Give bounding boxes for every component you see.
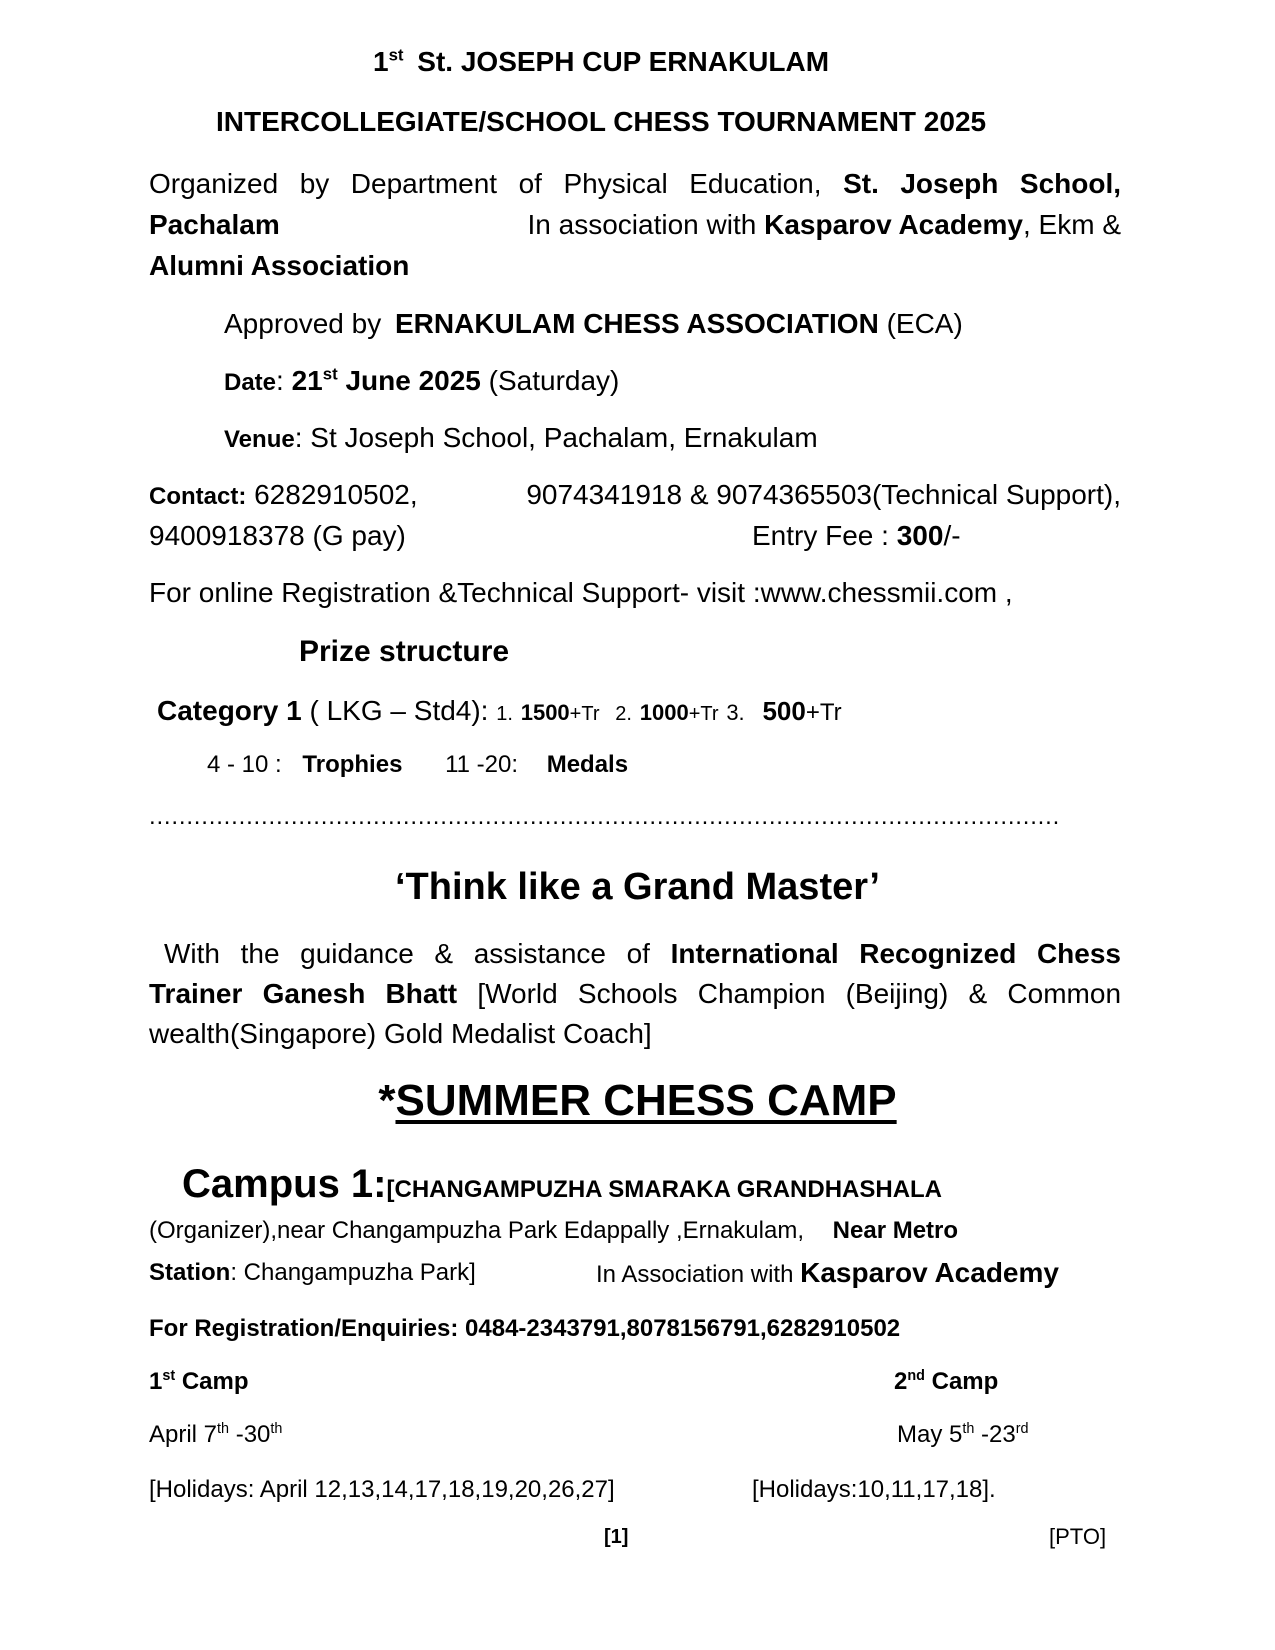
prize-1-num: 1. (496, 703, 513, 725)
camp-assoc-prefix: In Association with (596, 1261, 794, 1288)
first-camp-num: 1 (149, 1368, 163, 1395)
date-line (224, 364, 619, 400)
second-camp-label (894, 1365, 998, 1399)
second-camp-dates (897, 1418, 1029, 1452)
venue-label: Venue (224, 426, 295, 453)
prize-1-amount: 1500 (520, 700, 570, 725)
entry-fee-suffix: /- (943, 520, 961, 551)
prize-1-trophy: +Tr (569, 703, 600, 725)
pto-label: [PTO] (1049, 1524, 1107, 1549)
venue-value: : St Joseph School, Pachalam, Ernakulam (294, 422, 818, 453)
prize-3-trophy: +Tr (805, 699, 842, 726)
guidance-trainer-name: Trainer Ganesh Bhatt (149, 978, 458, 1009)
date-sep: : (276, 365, 284, 396)
guidance-line3: wealth(Singapore) Gold Medalist Coach] (149, 1018, 652, 1049)
date-month-year: June 2025 (345, 365, 481, 396)
organizer-assoc-suffix: , Ekm & (1022, 209, 1121, 240)
venue-line (224, 421, 818, 457)
organizer-school: St. Joseph School, (843, 168, 1122, 199)
title-cup-name: St. JOSEPH CUP ERNAKULAM (417, 46, 830, 77)
first-camp-end: -30 (235, 1421, 271, 1448)
entry-fee-value: 300 (896, 520, 944, 551)
entry-fee (752, 519, 961, 553)
motto: ‘Think like a Grand Master’ (394, 866, 880, 908)
prize-heading: Prize structure (299, 635, 510, 668)
contact-phone-2-3: 9074341918 & 9074365503(Technical Support), (526, 479, 1121, 510)
second-camp-sup: nd (907, 1368, 925, 1384)
first-camp-text: Camp (181, 1368, 249, 1395)
camp-assoc-name: Kasparov Academy (800, 1257, 1059, 1288)
approval-prefix: Approved by (224, 308, 382, 339)
campus-line (182, 1162, 942, 1212)
guidance-credentials: [World Schools Champion (Beijing) & Common (477, 978, 1122, 1009)
campus-address (149, 1214, 958, 1248)
rank-award-1: Trophies (302, 751, 403, 778)
campus-station-line (149, 1256, 1121, 1290)
prize-2-num: 2. (615, 703, 632, 725)
tournament-title-line2: INTERCOLLEGIATE/SCHOOL CHESS TOURNAMENT 2025 (216, 106, 987, 137)
approval-line (224, 307, 963, 341)
camp-association (596, 1256, 1059, 1292)
camp-heading-star: * (378, 1076, 396, 1125)
first-camp-dates (149, 1418, 282, 1452)
second-camp-num: 2 (894, 1368, 908, 1395)
entry-fee-label: Entry Fee : (752, 520, 889, 551)
second-camp-start: May 5 (897, 1421, 963, 1448)
prize-3-amount: 500 (762, 696, 806, 726)
second-camp-text: Camp (931, 1368, 999, 1395)
prize-2-amount: 1000 (639, 700, 689, 725)
contact-phone-1: 6282910502, (254, 479, 418, 510)
organizer-assoc (528, 208, 1121, 242)
guidance-trainer-title: International Recognized Chess (670, 938, 1122, 969)
station-value: : Changampuzha Park] (230, 1259, 476, 1286)
guidance-prefix: With the guidance & assistance of (164, 938, 650, 969)
second-camp-end-sup: rd (1015, 1421, 1029, 1437)
second-camp-start-sup: th (962, 1421, 975, 1437)
organizer-line2 (149, 208, 1121, 242)
rank-award-2: Medals (546, 751, 629, 778)
first-camp-end-sup: th (270, 1421, 283, 1437)
organizer-academy: Kasparov Academy (764, 209, 1023, 240)
campus-address-text: (Organizer),near Changampuzha Park Edappally ,Ernakulam, (149, 1217, 804, 1244)
first-camp-start: April 7 (149, 1421, 218, 1448)
campus-near-metro: Near Metro (832, 1217, 959, 1244)
title-ordinal: 1 (373, 46, 389, 77)
camp-heading (0, 1074, 1275, 1128)
approval-suffix: (ECA) (886, 308, 963, 339)
page-number: [1] (604, 1526, 629, 1548)
contact-line1 (149, 478, 1121, 514)
camp-enquiries: For Registration/Enquiries: 0484-2343791,8078156791,6282910502 (149, 1315, 901, 1342)
station-label: Station (149, 1259, 231, 1286)
prize-3-num: 3. (726, 700, 745, 725)
contact-gpay: 9400918378 (G pay) (149, 520, 406, 551)
category-label: Category 1 (157, 695, 302, 726)
first-camp-start-sup: th (217, 1421, 230, 1437)
camp-heading-text: SUMMER CHESS CAMP (395, 1076, 897, 1125)
title-ordinal-sup: st (388, 45, 404, 65)
date-day: 21 (291, 365, 323, 396)
rank-range-2: 11 -20: (445, 751, 519, 778)
dotted-divider: .......................................................................................................................... (149, 803, 1061, 830)
second-camp-holidays: [Holidays:10,11,17,18]. (752, 1476, 996, 1503)
first-camp-label (149, 1365, 249, 1399)
contact-line2 (149, 519, 1121, 553)
organizer-prefix: Organized by Department of Physical Education, (149, 168, 822, 199)
online-registration: For online Registration &Technical Support- visit :www.chessmii.com , (149, 577, 1013, 608)
campus-name: [CHANGAMPUZHA SMARAKA GRANDHASHALA (386, 1176, 943, 1203)
rank-range-1: 4 - 10 : (207, 751, 282, 778)
prize-2-trophy: +Tr (688, 703, 719, 725)
second-camp-end: -23 (981, 1421, 1016, 1448)
date-weekday: (Saturday) (488, 365, 620, 396)
date-value (292, 365, 481, 396)
category-range: ( LKG – Std4): (309, 695, 489, 726)
organizer-line1 (149, 167, 1121, 201)
campus-label: Campus 1: (182, 1162, 387, 1206)
date-label: Date (224, 369, 277, 396)
date-day-sup: st (322, 364, 338, 384)
organizer-assoc-prefix: In association with (527, 209, 757, 240)
organizer-alumni: Alumni Association (149, 250, 410, 281)
approval-body: ERNAKULAM CHESS ASSOCIATION (395, 308, 879, 339)
first-camp-holidays: [Holidays: April 12,13,14,17,18,19,20,26,27] (149, 1476, 615, 1503)
first-camp-sup: st (162, 1368, 176, 1384)
guidance-line1 (164, 937, 1121, 971)
prize-category-line (157, 694, 842, 731)
prize-ranks-line (207, 748, 628, 782)
organizer-place: Pachalam (149, 209, 280, 240)
contact-label: Contact: (149, 483, 247, 510)
tournament-title-line1 (373, 45, 829, 79)
guidance-line2 (149, 977, 1121, 1011)
